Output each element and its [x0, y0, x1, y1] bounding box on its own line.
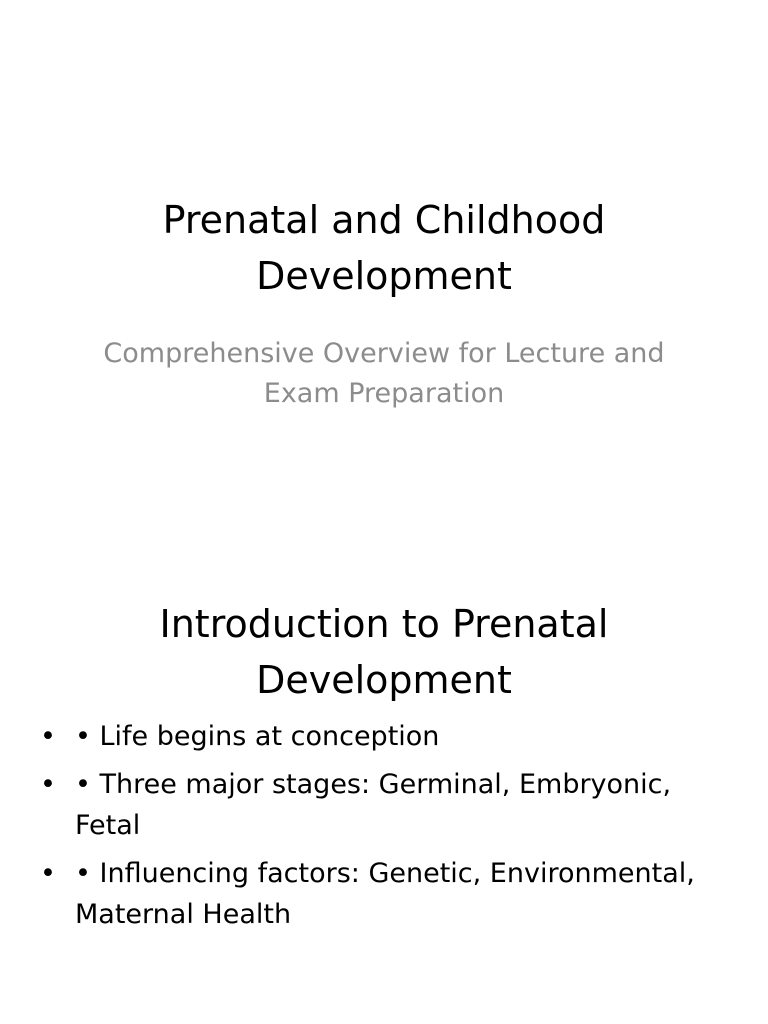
bullet-marker: • [40, 769, 56, 800]
slide-subtitle: Comprehensive Overview for Lecture and Exam Preparation [103, 338, 665, 409]
bullet-list [40, 716, 720, 942]
slide-title: Introduction to Prenatal Development [159, 602, 609, 702]
list-item [40, 853, 720, 935]
bullet-marker: • [40, 858, 56, 889]
slide-title: Prenatal and Childhood Development [162, 198, 606, 298]
list-item [40, 764, 720, 846]
bullet-text: • Life begins at conception [75, 721, 440, 752]
bullet-text: • Influencing factors: Genetic, Environmental, Maternal Health [75, 858, 695, 930]
slide-2 [0, 512, 768, 1024]
list-item [40, 716, 720, 757]
bullet-text: • Three major stages: Germinal, Embryonic, Fetal [75, 769, 672, 841]
bullet-marker: • [40, 721, 56, 752]
